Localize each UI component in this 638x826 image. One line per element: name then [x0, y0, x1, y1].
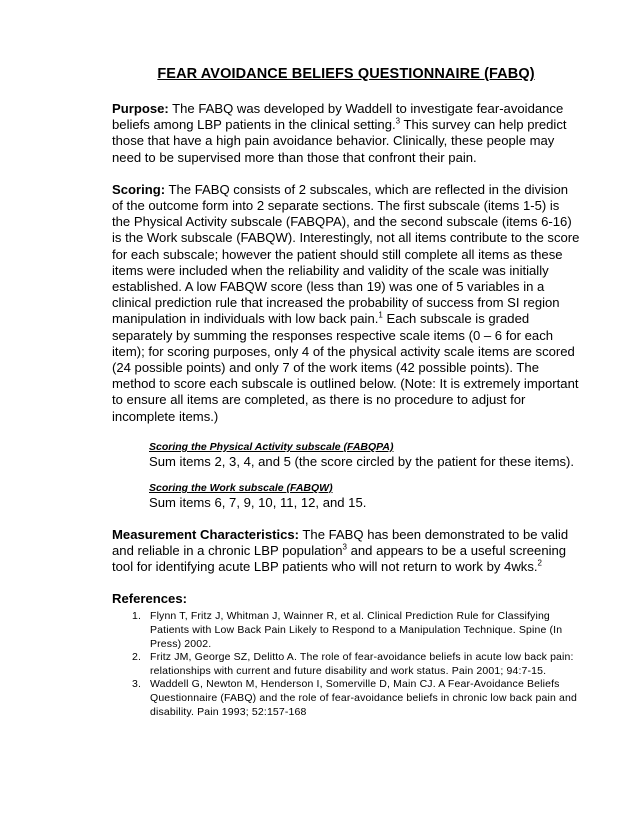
scoring-label: Scoring:: [112, 181, 166, 197]
reference-item: [112, 651, 580, 678]
subscale-heading: Scoring the Work subscale (FABQW): [149, 481, 333, 494]
reference-number: 3.: [132, 678, 142, 691]
references-heading: References:: [112, 591, 187, 607]
purpose-paragraph: [112, 101, 580, 166]
reference-text: Waddell G, Newton M, Henderson I, Somerville D, Main CJ. A Fear-Avoidance Beliefs Questionnaire (FABQ) and the role of fear-avoidance beliefs in chronic low back pain and disability. Pain 1993; 52:157-168: [150, 678, 578, 718]
subscale-instructions: Sum items 6, 7, 9, 10, 11, 12, and 15.: [149, 494, 367, 510]
subscale-physical-activity: [149, 441, 580, 470]
scoring-text-1: The FABQ consists of 2 subscales, which are reflected in the division of the outcome form into 2 separate sections. The first subscale (items 1-5) is the Physical Activity subscale (FABQPA), and the second subscale (items 6-16) is the Work subscale (FABQW). Interestingly, not all items contribute to the score for each subscale; however the patient should still complete all items as these items were included when the reliability and validity of the scale was initially established. A low FABQW score (less than 19) was one of 5 variables in a clinical prediction rule that increased the probability of success from SI region manipulation in individuals with low back pain.: [112, 181, 580, 327]
measurement-label: Measurement Characteristics:: [112, 526, 300, 542]
measurement-citation-1: 3: [342, 542, 347, 552]
document-page: [112, 66, 580, 719]
subscale-work: [149, 482, 580, 511]
subscale-instructions: Sum items 2, 3, 4, and 5 (the score circled by the patient for these items).: [149, 453, 575, 469]
purpose-label: Purpose:: [112, 101, 169, 116]
reference-text: Fritz JM, George SZ, Delitto A. The role of fear-avoidance beliefs in acute low back pain: relationships with current and future disability and work status. Pain 2001; 94:7-15.: [150, 651, 574, 677]
reference-text: Flynn T, Fritz J, Whitman J, Wainner R, et al. Clinical Prediction Rule for Classifying Patients with Low Back Pain Likely to Respond to a Manipulation Technique. Spine (In Press) 2002.: [150, 610, 563, 650]
reference-item: [112, 610, 580, 651]
scoring-paragraph: [112, 182, 580, 425]
page-title: FEAR AVOIDANCE BELIEFS QUESTIONNAIRE (FABQ): [157, 66, 535, 82]
references-list: [112, 610, 580, 719]
reference-number: 2.: [132, 651, 142, 664]
measurement-paragraph: [112, 527, 580, 576]
scoring-text-2: Each subscale is graded separately by summing the responses respective scale items (0 – 6 for each item); for scoring purposes, only 4 of the physical activity scale items are scored (24 possible points) and only 7 of the work items (42 possible points). The method to score each subscale is outlined below. (Note: It is extremely important to ensure all items are completed, as there is no procedure to adjust for incomplete items.): [112, 311, 579, 424]
purpose-text-2: This survey can help predict those that have a high pain avoidance behavior. Clinically, these people may need to be supervised more than those that confront their pain.: [112, 117, 567, 165]
measurement-text-1: The FABQ has been demonstrated to be valid and reliable in a chronic LBP population: [112, 526, 569, 559]
purpose-text-1: The FABQ was developed by Waddell to investigate fear-avoidance beliefs among LBP patients in the clinical setting.: [112, 101, 564, 133]
reference-number: 1.: [132, 610, 142, 623]
measurement-citation-2: 2: [537, 558, 542, 568]
scoring-citation: 1: [378, 311, 383, 321]
measurement-text-2: and appears to be a useful screening tool for identifying acute LBP patients who will not return to work by 4wks.: [112, 543, 567, 575]
purpose-citation: 3: [395, 116, 401, 126]
subscale-heading: Scoring the Physical Activity subscale (FABQPA): [149, 440, 394, 453]
reference-item: [112, 678, 580, 719]
